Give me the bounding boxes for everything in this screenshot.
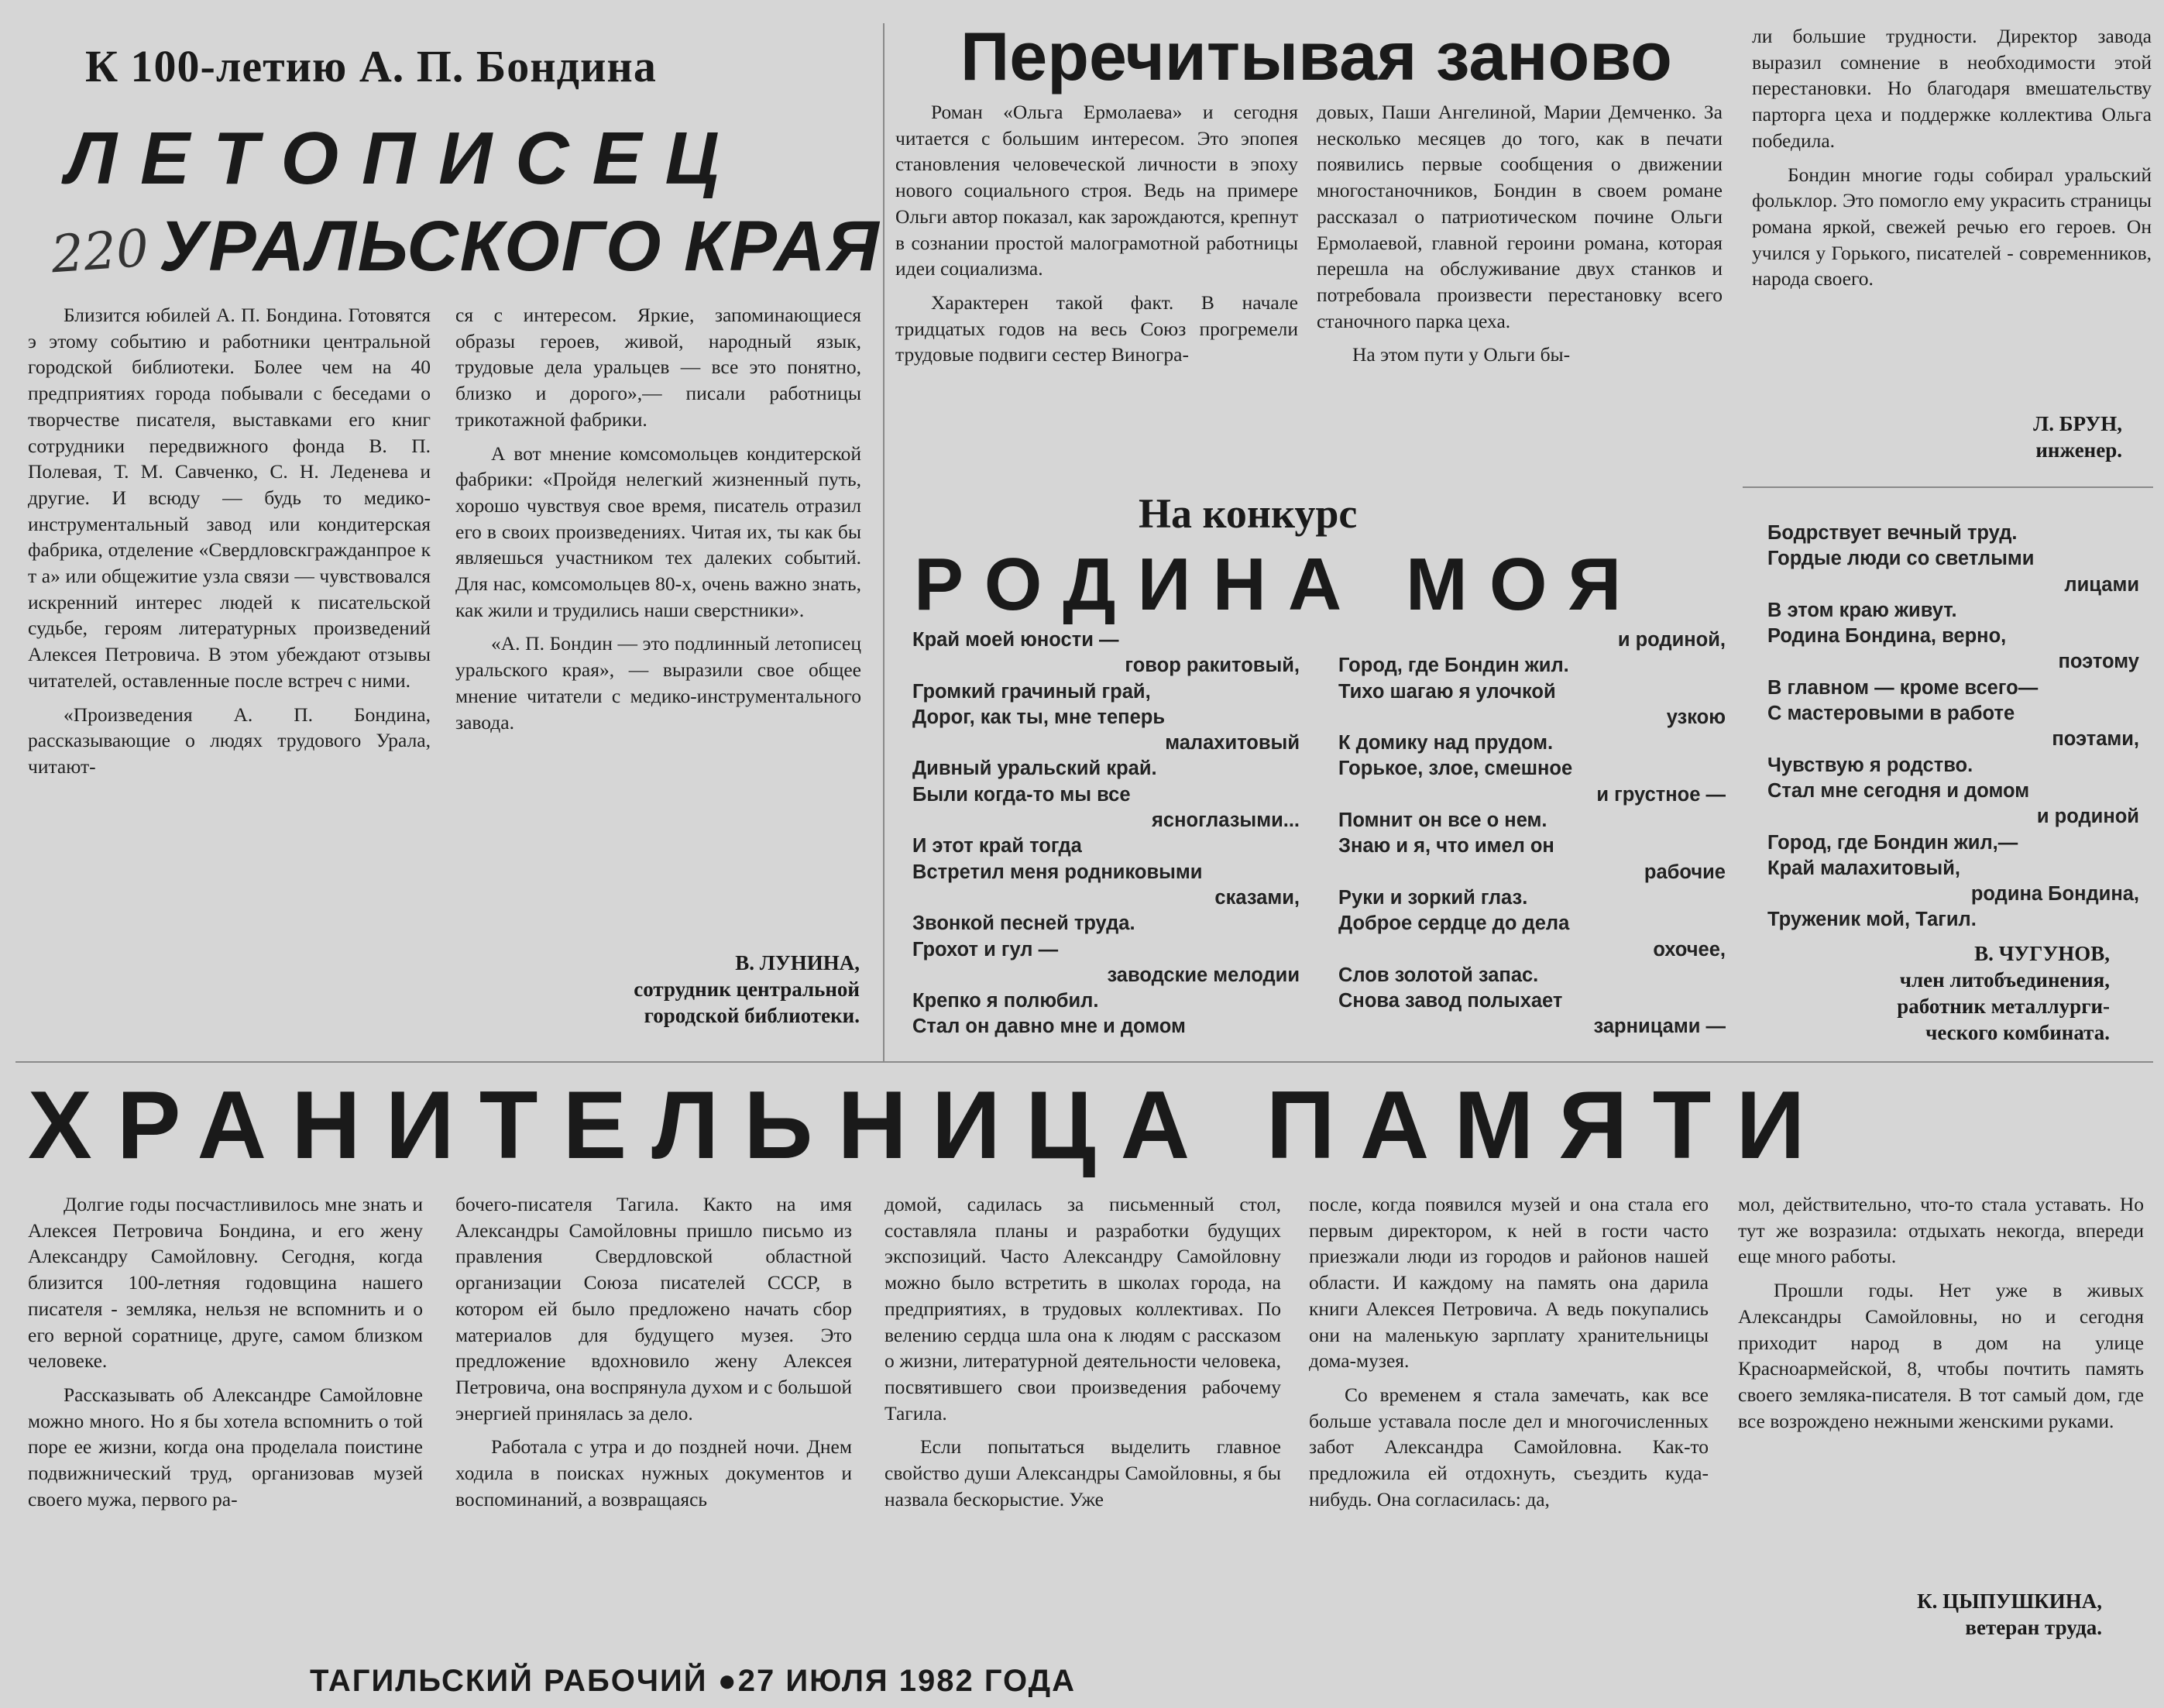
article2-column-3 <box>1752 23 2152 457</box>
poem-rubric: На конкурс <box>1139 490 1358 537</box>
paragraph: Со временем я стала замечать, как все больше уставала после дел и многочисленных забот Александра Самойловна. Как-то предложила ей отдохнуть, съездить куда-нибудь. Она согласилась: да, <box>1309 1383 1709 1510</box>
author-role: городской библиотеки. <box>644 1004 860 1027</box>
paragraph: довых, Паши Ангелиной, Марии Демченко. За несколько месяцев до того, как в печати появились первые сообщения о движении многостаночников, Бондин в своем романе рассказал о патриотическом почине Ольги Ермолаевой, главной героини романа, которая перешла на обслуживание двух станков и потребовала произвести перестановку всего станочного парка цеха. <box>1317 101 1723 332</box>
poem-line: рабочие <box>1644 861 1726 883</box>
handwritten-mark: 220 <box>49 218 151 285</box>
poem-line: Грохот и гул — <box>912 938 1059 961</box>
poem-line: узкою <box>1666 706 1726 728</box>
poem-line: Помнит он все о нем. <box>1338 809 1547 832</box>
column-rule <box>883 23 884 1061</box>
poem-line: Родина Бондина, верно, <box>1767 625 2007 648</box>
paragraph: Долгие годы посчастливилось мне знать и Алексея Петровича Бондина, и его жену Александру Самойловну. Сегодня, когда близится 100-летняя годовщина нашего писателя - земляка, нельзя не вспомнить и о его верной соратнице, друге, самом близком человеке. <box>28 1193 423 1373</box>
paragraph: домой, садилась за письменный стол, составляла планы и разработки будущих экспозиций. Часто Александру Самойловну можно было встретить в школах города, на предприятиях, в трудовых коллективах. По велению сердца шла она к людям с рассказом о жизни, литературной деятельности человека, посвятившего свои произведения рабочему Тагила. <box>884 1193 1281 1424</box>
article2-signature <box>2033 411 2122 463</box>
poem-line: В главном — кроме всего— <box>1767 676 2039 699</box>
article1-signature <box>634 950 860 1029</box>
article2-column-2 <box>1317 99 1723 479</box>
poem-line: Стал мне сегодня и домом <box>1767 779 2030 802</box>
poem-line: сказами, <box>1214 886 1300 909</box>
author-name: Л. БРУН, <box>2033 412 2122 435</box>
poem-line: Звонкой песней труда. <box>912 912 1135 935</box>
paragraph: «А. П. Бондин — это подлинный летописец уральского края», — выразили свое общее мнение читатели с медико-инструментального завода. <box>455 632 861 734</box>
paragraph: Бондин многие годы собирал уральский фольклор. Это помогло ему украсить страницы романа яркой, свежей речью его героев. Он учился у Горького, писателей - современников, народа своего. <box>1752 163 2152 290</box>
author-role: работник металлурги- <box>1897 995 2110 1018</box>
poem-line: Гордые люди со светлыми <box>1767 548 2035 570</box>
paragraph: Рассказывать об Александре Самойловне можно много. Но я бы хотела вспомнить о той поре ее жизни, когда она проделала поистине подвижнический труд, организовав музей своего мужа, первого ра- <box>28 1383 423 1510</box>
poem-line: лицами <box>2064 573 2139 596</box>
paragraph: На этом пути у Ольги бы- <box>1352 343 1571 366</box>
poem-line: говор ракитовый, <box>1125 655 1300 677</box>
poem-line: Стал он давно мне и домом <box>912 1016 1186 1038</box>
paragraph: Характерен такой факт. В начале тридцатых годов на весь Союз прогремели трудовые подвиги сестер Виногра- <box>895 290 1298 366</box>
poem-line: и грустное — <box>1596 783 1726 806</box>
poem-line: Чувствую я родство. <box>1767 754 1973 776</box>
paragraph: ли большие трудности. Директор завода выразил сомнение в необходимости этой перестановки. Но благодаря вмешательству парторга цеха и поддержке коллектива Ольга победила. <box>1752 25 2152 152</box>
poem-line: и родиной <box>2036 806 2139 828</box>
poem-line: Встретил меня родниковыми <box>912 861 1203 883</box>
article1-title-line2: УРАЛЬСКОГО КРАЯ <box>159 207 881 286</box>
poem-line: Были когда-то мы все <box>912 783 1131 806</box>
poem-line: Город, где Бондин жил. <box>1338 655 1569 677</box>
paragraph: Работала с утра и до поздней ночи. Днем ходила в поисках нужных документов и воспоминаний, а возвращаясь <box>455 1435 852 1510</box>
poem-line: Слов золотой запас. <box>1338 964 1539 986</box>
poem-line: поэтами, <box>2052 728 2139 751</box>
article1-column-1 <box>28 302 431 1042</box>
poem-line: Бодрствует вечный труд. <box>1767 522 2018 544</box>
article1-title-line1: ЛЕТОПИСЕЦ <box>66 117 743 200</box>
paragraph: «Произведения А. П. Бондина, рассказывающие о людях трудового Урала, читают- <box>28 703 431 778</box>
article3-column-1 <box>28 1191 423 1656</box>
paragraph: Прошли годы. Нет уже в живых Александры Самойловны, но и сегодня приходит народ в дом на улице Красноармейской, 8, чтобы почтить память своего земляка-писателя. В тот самый дом, где все возрождено нежными женскими руками. <box>1738 1279 2144 1432</box>
poem-line: Дорог, как ты, мне теперь <box>912 706 1166 728</box>
paragraph: Близится юбилей А. П. Бондина. Готовятся э этому событию и работники центральной городской библиотеки. Более чем на 40 предприятиях города побывали с беседами о творчестве писателя, выставками его книг сотрудники передвижного фонда В. П. Полевая, Т. М. Савченко, С. Н. Леденева и другие. И всюду — будь то медико-инструментальный завод или кондитерская фабрика, отделение «Свердловскгражданпрое к т а» или общежитие узла связи — чувствовался искренний интерес людей к писательской судьбе, героям литературных произведений Алексея Петровича. В этом убеждают отзывы читателей, оставленные после встреч с ними. <box>28 304 431 692</box>
section-rule <box>15 1061 2153 1063</box>
poem-line: поэтому <box>2058 651 2139 673</box>
article3-signature <box>1917 1588 2102 1641</box>
poem-line: родина Бондина, <box>1970 883 2139 906</box>
paragraph: А вот мнение комсомольцев кондитерской фабрики: «Пройдя нелегкий жизненный путь, хорошо чувствуя свое время, писатель отразил его в своих произведениях. Читая их, ты как бы являешься участником тех далеких событий. Для нас, комсомольцев 80-х, очень важно знать, как жили и трудились наши сверстники». <box>455 442 861 621</box>
poem-line: Труженик мой, Тагил. <box>1767 909 1977 931</box>
author-role: сотрудник центральной <box>634 978 860 1001</box>
paragraph: ся с интересом. Яркие, запоминающиеся образы героев, живой, народный язык, трудовые дела уральцев — все это понятно, близко и дорого»,— писали работницы трикотажной фабрики. <box>455 304 861 431</box>
article1-column-2 <box>455 302 861 945</box>
author-role: ветеран труда. <box>1965 1616 2102 1639</box>
poem-line: заводские мелодии <box>1107 964 1300 986</box>
poem-line: Горькое, злое, смешное <box>1338 758 1573 780</box>
author-name: К. ЦЫПУШКИНА, <box>1917 1589 2102 1613</box>
article3-column-3 <box>884 1191 1281 1656</box>
author-role: инженер. <box>2035 438 2122 462</box>
poem-line: малахитовый <box>1165 732 1300 754</box>
paragraph: мол, действительно, что-то стала уставать. Но тут же возразила: отдыхать некогда, впереди еще много работы. <box>1738 1193 2144 1268</box>
poem-line: Край моей юности — <box>912 629 1119 651</box>
article2-column-1 <box>895 99 1298 479</box>
poem-line: И этот край тогда <box>912 835 1082 857</box>
poem-line: В этом краю живут. <box>1767 599 1957 621</box>
poem-line: Дивный уральский край. <box>912 758 1157 780</box>
article2-title: Перечитывая заново <box>960 18 1672 95</box>
poem-line: С мастеровыми в работе <box>1767 703 2015 725</box>
poem-signature <box>1897 940 2110 1046</box>
poem-line: Руки и зоркий глаз. <box>1338 886 1528 909</box>
poem-line: Доброе сердце до дела <box>1338 912 1570 935</box>
newspaper-masthead-date: ТАГИЛЬСКИЙ РАБОЧИЙ ●27 ИЮЛЯ 1982 ГОДА <box>310 1664 1076 1698</box>
paragraph: Если попытаться выделить главное свойство души Александры Самойловны, я бы назвала бескорыстие. Уже <box>884 1435 1281 1510</box>
paragraph: Роман «Ольга Ермолаева» и сегодня читается с большим интересом. Это эпопея становления человеческой личности в эпоху нового социального строя. Ведь на примере Ольги автор показал, как зарождаются, крепнут в сознании простой малограмотной работницы идеи социализма. <box>895 101 1298 280</box>
author-name: В. ЛУНИНА, <box>735 951 860 974</box>
poem-line: Знаю и я, что имел он <box>1338 835 1554 857</box>
poem-line: зарницами — <box>1593 1016 1726 1038</box>
section-rule <box>1743 486 2153 488</box>
rubric-anniversary: К 100-летию А. П. Бондина <box>85 41 657 91</box>
poem-line: К домику над прудом. <box>1338 732 1554 754</box>
paragraph: бочего-писателя Тагила. Както на имя Александры Самойловны пришло письмо из правления Свердловской областной организации Союза писателей СССР, в котором ей было предложено начать сбор материалов для будущего музея. Это предложение вдохновило жену Алексея Петровича, она воспрянула духом и с большой энергией принялась за дело. <box>455 1193 852 1424</box>
article3-column-5 <box>1738 1191 2144 1579</box>
paragraph: после, когда появился музей и она стала его первым директором, к ней в гости часто приезжали люди из городов и районов нашей области. И каждому на память она дарила книги Алексея Петровича. А ведь покупались они на маленькую зарплату хранительницы дома-музея. <box>1309 1193 1709 1373</box>
author-role: член литобъединения, <box>1899 968 2110 991</box>
poem-column-1 <box>912 627 1300 1040</box>
poem-title: РОДИНА МОЯ <box>914 543 1644 626</box>
poem-line: охочее, <box>1653 938 1726 961</box>
poem-column-2 <box>1338 627 1726 1040</box>
author-role: ческого комбината. <box>1925 1021 2110 1044</box>
article3-title: ХРАНИТЕЛЬНИЦА ПАМЯТИ <box>28 1072 1830 1179</box>
poem-column-3 <box>1767 521 2139 933</box>
article3-column-4 <box>1309 1191 1709 1656</box>
poem-line: Крепко я полюбил. <box>912 990 1099 1012</box>
author-name: В. ЧУГУНОВ, <box>1974 942 2110 965</box>
poem-line: Край малахитовый, <box>1767 857 1960 879</box>
poem-line: ясноглазыми... <box>1152 809 1300 832</box>
article3-column-2 <box>455 1191 852 1656</box>
poem-line: Снова завод полыхает <box>1338 990 1563 1012</box>
poem-line: Город, где Бондин жил,— <box>1767 831 2018 854</box>
poem-line: Громкий грачиный грай, <box>912 680 1151 703</box>
poem-line: Тихо шагаю я улочкой <box>1338 680 1556 703</box>
poem-line: и родиной, <box>1617 629 1726 651</box>
